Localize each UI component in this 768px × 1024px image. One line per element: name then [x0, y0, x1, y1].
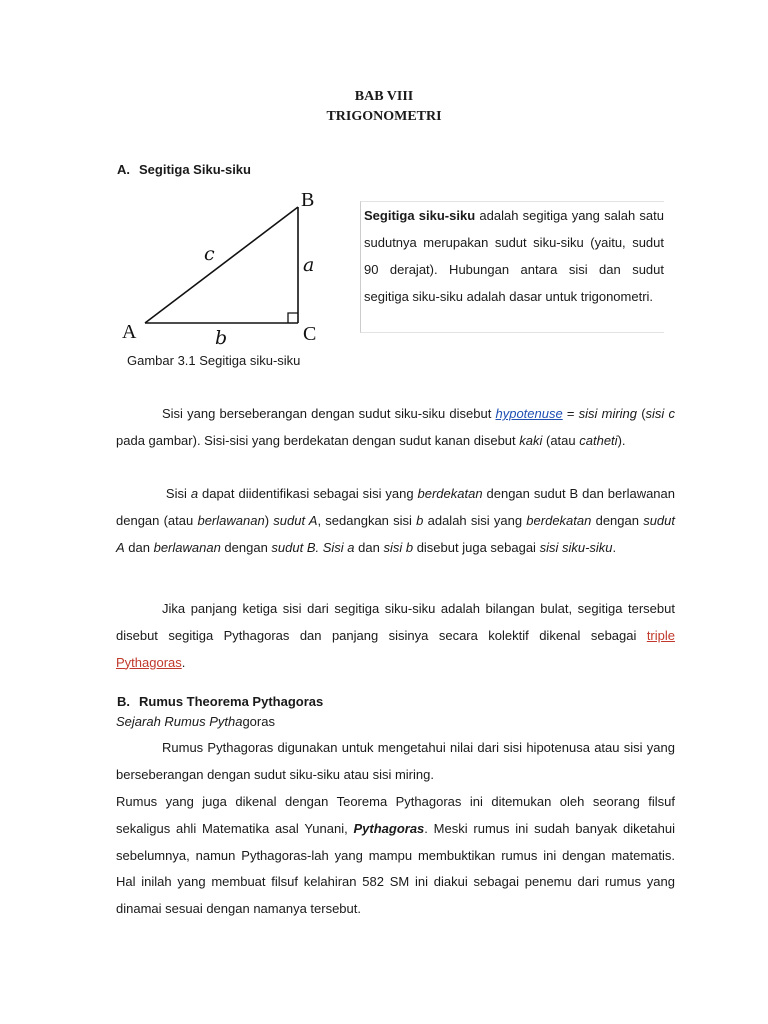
triangle-side-c — [145, 207, 298, 323]
vertex-label-a: A — [122, 321, 137, 343]
triple-pythagoras-link[interactable]: triple Pythagoras — [116, 627, 675, 670]
section-a-title: Segitiga Siku-siku — [139, 162, 251, 177]
hypotenuse-link[interactable]: hypotenuse — [495, 406, 563, 421]
right-angle-mark — [288, 313, 298, 323]
section-a-number: A. — [117, 162, 130, 177]
paragraph-rumus-pythagoras: Rumus Pythagoras digunakan untuk mengetahui nilai dari sisi hipotenusa atau sisi yang berseberangan dengan sudut siku-siku atau sisi miring. — [116, 740, 675, 782]
side-label-b: b — [215, 327, 228, 349]
section-b-title: Rumus Theorema Pythagoras — [139, 694, 324, 709]
chapter-title: TRIGONOMETRI — [326, 109, 442, 124]
section-a-heading — [117, 162, 251, 177]
chapter-number: BAB VIII — [354, 89, 414, 104]
section-b-number: B. — [117, 694, 130, 709]
definition-box — [360, 201, 664, 333]
paragraph-hypotenuse: Sisi yang berseberangan dengan sudut siku-siku disebut hypotenuse = sisi miring (sisi c pada gambar). Sisi-sisi yang berdekatan dengan sudut kanan disebut kaki (atau catheti). — [116, 406, 675, 448]
section-b-heading — [117, 694, 323, 709]
right-triangle-figure — [118, 185, 328, 350]
figure-caption: Gambar 3.1 Segitiga siku-siku — [127, 353, 301, 368]
vertex-label-b: B — [301, 189, 315, 211]
section-b-subtitle: Sejarah Rumus Pythagoras — [116, 714, 275, 729]
side-label-a: a — [303, 254, 315, 276]
definition-term: Segitiga siku-siku — [364, 208, 476, 223]
vertex-label-c: C — [303, 323, 317, 345]
paragraph-side-a: Sisi a dapat diidentifikasi sebagai sisi yang berdekatan dengan sudut B dan berlawanan dengan (atau berlawanan) sudut A, sedangkan sisi b adalah sisi yang berdekatan dengan sudut A dan berlawanan dengan sudut B. Sisi a dan sisi b disebut juga sebagai sisi siku-siku. — [116, 486, 676, 555]
paragraph-triple-pythagoras: Jika panjang ketiga sisi dari segitiga siku-siku adalah bilangan bulat, segitiga tersebut disebut segitiga Pythagoras dan panjang sisinya secara kolektif dikenal sebagai triple Pythagoras. — [116, 601, 675, 670]
side-label-c: c — [204, 243, 215, 265]
definition-text: adalah segitiga yang salah satu sudutnya merupakan sudut siku-siku (yaitu, sudut 90 derajat). Hubungan antara sisi dan sudut segitiga siku-siku adalah dasar untuk trigonometri. — [364, 208, 664, 304]
paragraph-sejarah: Rumus yang juga dikenal dengan Teorema Pythagoras ini ditemukan oleh seorang filsuf sekaligus ahli Matematika asal Yunani, Pythagoras. Meski rumus ini sudah banyak diketahui sebelumnya, namun Pythagoras-lah yang mampu membuktikan rumus ini dengan matematis. Hal inilah yang membuat filsuf kelahiran 582 SM ini diakui sebagai penemu dari rumus yang dinamai sesuai dengan namanya tersebut. — [116, 794, 676, 917]
pythagoras-name: Pythagoras — [353, 820, 425, 836]
